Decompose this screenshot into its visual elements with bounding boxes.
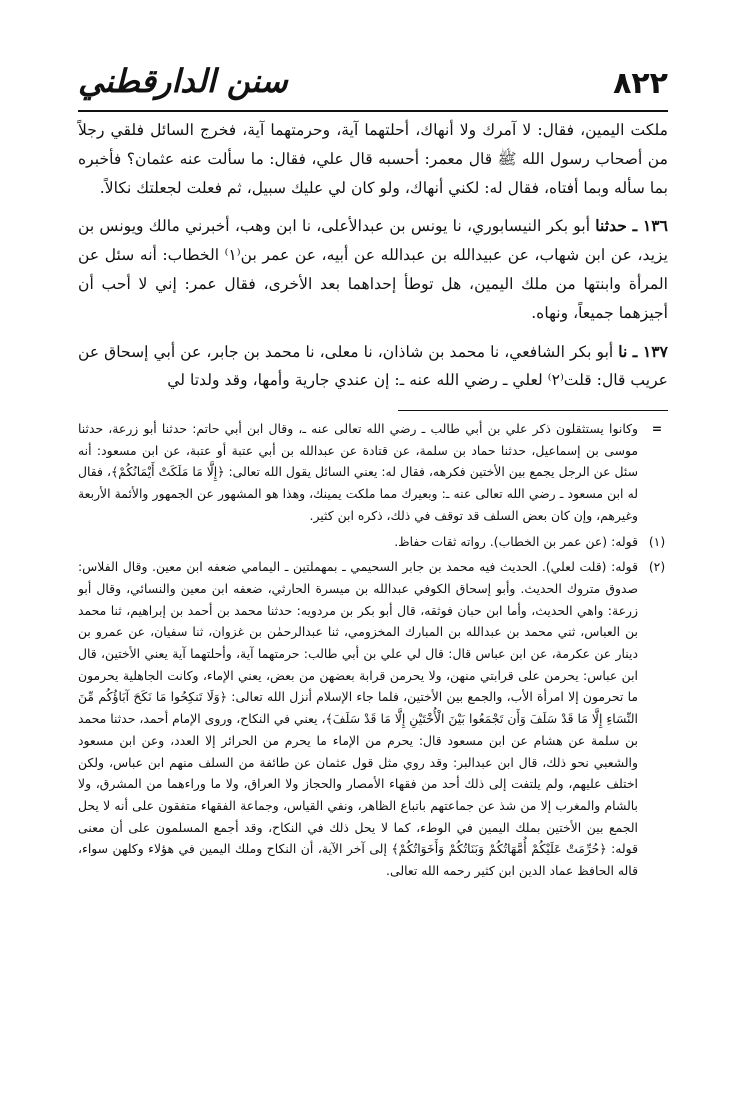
paragraph-text: أبو بكر الشافعي، نا محمد بن شاذان، نا معلى، نا محمد بن جابر، عن أبي إسحاق عن عريب قال: قلت⁽٢⁾ لعلي ـ رضي الله عنه ـ: إن عندي جارية وأمها، وقد ولدتا لي (78, 342, 668, 390)
footnote-1 (78, 531, 668, 553)
footnote-2 (78, 556, 668, 882)
footnote-text: قوله: (عن عمر بن الخطاب). رواته ثقات حفاظ. (394, 533, 638, 549)
paragraph-text: ملكت اليمين، فقال: لا آمرك ولا أنهاك، أحلتهما آية، وحرمتهما آية، فخرج السائل فلقي رجلاً من أصحاب رسول الله ﷺ قال معمر: أحسبه قال علي، فقال: ما سألت عنه عثمان؟ فأخبره بما سأله وبما أفتاه، فقال له: لكني أنهاك، ولو كان لي عليك سبيل، ثم فعلت لجعلتك نكالاً. (78, 121, 668, 197)
footnote-text: وكانوا يستثقلون ذكر علي بن أبي طالب ـ رضي الله تعالى عنه ـ، وقال ابن أبي حاتم: حدثنا أبو زرعة، حدثنا موسى بن إسماعيل، حدثنا حماد بن سلمة، عن قتادة عن عبدالله بن أبي عتبة أو عتبة، عن ابن مسعود: أنه سئل عن الرجل يجمع بين الأختين فكرهه، فقال له: يعني السائل يقول الله تعالى: ﴿إِلَّا مَا مَلَكَتْ أَيْمَانُكُمْ﴾، فقال له ابن مسعود ـ رضي الله تعالى عنه ـ: وبعيرك مما ملكت يمينك، وهذا هو المشهور عن الجمهور والأئمة الأربعة وغيرهم، وإن كان بعض السلف قد توقف في ذلك، ذكره ابن كثير. (78, 421, 638, 523)
paragraph-continuation (78, 116, 668, 202)
footnote-continuation (78, 418, 668, 527)
footnote-divider (398, 410, 668, 411)
page-header (78, 62, 668, 110)
footnote-mark: (٢) (648, 559, 666, 575)
book-title: سنن الدارقطني (78, 62, 288, 100)
footnotes (78, 418, 668, 886)
hadith-number: ١٣٦ ـ حدثنا (595, 216, 668, 236)
page-number: ٨٢٢ (613, 66, 668, 101)
footnote-mark: (١) (648, 533, 666, 549)
hadith-137 (78, 338, 668, 396)
main-text (78, 116, 668, 405)
hadith-136 (78, 212, 668, 327)
footnote-mark: = (651, 421, 663, 436)
footnote-text: قوله: (قلت لعلي). الحديث فيه محمد بن جابر السحيمي ـ بمهملتين ـ اليمامي ضعفه ابن معين. وقال الفلاس: صدوق متروك الحديث. وأبو إسحاق الكوفي عبدالله بن ميسرة الحارثي، ضعفه ابن معين والنسائي، وقال أبو زرعة: واهي الحديث، وأما ابن حبان فوثقه، قال أبو بكر بن مردويه: حدثنا محمد بن أحمد بن إبراهيم، ثنا محمد بن العباس، ثني محمد بن عبدالله بن المبارك المخزومي، ثنا عبدالرحمٰن بن غزوان، ثنا سفيان، عن عمرو بن دينار عن عكرمة، عن ابن عباس قال: قال لي علي بن أبي طالب: حرمتهما آية، وأحلتهما آية يعني الأختين، قال ابن عباس: يحرمن على قرابتي منهن، ولا يحرمن قرابة بعضهن من بعض، يعني الإماء، وكانت الجاهلية يحرمون ما تحرمون إلا امرأة الأب، والجمع بين الأختين، فلما جاء الإسلام أنزل الله تعالى: ﴿وَلَا تَنكِحُوا مَا نَكَحَ آبَاؤُكُم مِّنَ النِّسَاءِ إِلَّا مَا قَدْ سَلَفَ وَأَن تَجْمَعُوا بَيْنَ الْأُخْتَيْنِ إِلَّا مَا قَدْ سَلَفَ﴾، يعني في النكاح، وروى الإمام أحمد، حدثنا محمد بن سلمة عن هشام عن ابن مسعود قال: يحرم من الإماء ما يحرم من الحرائر إلا العدد، وعن ابن مسعود والشعبي نحو ذلك، قال ابن عبدالبر: وقد روي مثل قول عثمان عن طائفة من السلف منهم ابن عباس، ولكن اختلف عليهم، ولم يلتفت إلى ذلك أحد من فقهاء الأمصار والحجاز ولا العراق، ولا ما وراءهما من المشرق، ولا بالشام والمغرب إلا من شذ عن جماعتهم باتباع الظاهر، ونفي القياس، وجماعة الفقهاء متفقون على أنه لا يحل الجمع بين الأختين بملك اليمين في الوطء، كما لا يحل ذلك في النكاح، وقد أجمع المسلمون على أن معنى قوله: ﴿حُرِّمَتْ عَلَيْكُمْ أُمَّهَاتُكُمْ وَبَنَاتُكُمْ وَأَخَوَاتُكُمْ﴾ إلى آخر الآية، أن النكاح وملك اليمين في هؤلاء وكلهن سواء، قاله الحافظ عماد الدين ابن كثير رحمه الله تعالى. (78, 559, 638, 879)
hadith-number: ١٣٧ ـ نا (618, 341, 668, 361)
paragraph-text: أبو بكر النيسابوري، نا يونس بن عبدالأعلى، نا ابن وهب، أخبرني مالك ويونس بن يزيد، عن ابن شهاب، عن عبيدالله بن عبدالله عن أبيه، عن عمر بن⁽١⁾ الخطاب: أنه سئل عن المرأة وابنتها من ملك اليمين، هل توطأ إحداهما بعد الأخرى، فقال عمر: إني لا أحب أن أجيزهما جميعاً، ونهاه. (78, 217, 668, 322)
header-divider (78, 110, 668, 112)
